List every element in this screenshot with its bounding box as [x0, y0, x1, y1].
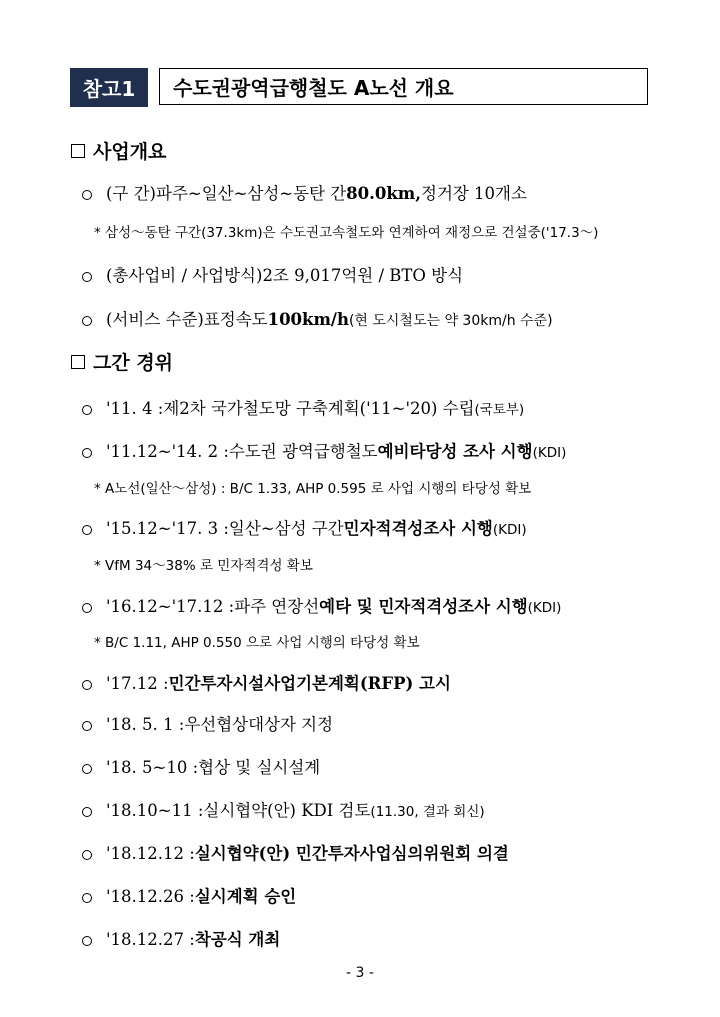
- history-item: [82, 515, 527, 539]
- route-note: * 삼성～동탄 구간(37.3km)은 수도권고속철도와 연계하여 재정으로 건설중('17.3～): [94, 225, 599, 241]
- checkbox-square-icon: [71, 355, 85, 369]
- history-source: (KDI): [532, 445, 567, 461]
- history-item: [82, 395, 524, 419]
- circle-bullet-icon: [82, 936, 92, 946]
- history-text: 제2차 국가철도망 구축계획: [163, 399, 360, 418]
- history-text: 수도권 광역급행철도: [228, 442, 378, 461]
- overview-cost: [82, 262, 463, 286]
- history-highlight: 실시협약(안) 민간투자사업심의위원회 의결: [194, 844, 509, 863]
- history-highlight: 예비타당성 조사 시행: [377, 442, 533, 461]
- history-text: 실시협약(안) KDI 검토: [203, 801, 371, 820]
- overview-service: [82, 306, 553, 330]
- history-date: '17.12 :: [106, 674, 169, 693]
- circle-bullet-icon: [82, 680, 92, 690]
- history-date: '18.12.27 :: [106, 930, 195, 949]
- history-highlight: 착공식 개최: [194, 930, 281, 949]
- history-text: 일산~삼성 구간: [228, 519, 344, 538]
- history-source: (KDI): [492, 522, 527, 538]
- history-source: (국토부): [474, 402, 525, 418]
- history-date: '18. 5~10 :: [106, 758, 199, 777]
- circle-bullet-icon: [82, 721, 92, 731]
- history-note: * B/C 1.11, AHP 0.550 으로 사업 시행의 타당성 확보: [94, 635, 420, 651]
- history-highlight: 민간투자시설사업기본계획(RFP) 고시: [168, 674, 451, 693]
- history-item: [82, 593, 561, 617]
- route-label: (구 간): [106, 184, 156, 203]
- history-item: [82, 926, 280, 950]
- history-source: (11.30, 결과 회신): [370, 804, 485, 820]
- history-note: * VfM 34～38% 로 민자적격성 확보: [94, 558, 313, 574]
- history-item: [82, 883, 296, 907]
- section-heading-overview: [71, 137, 166, 164]
- history-source: (KDI): [527, 600, 562, 616]
- route-text: 파주~일산~삼성~동탄 간: [156, 184, 347, 203]
- checkbox-square-icon: [71, 144, 85, 158]
- history-item: [82, 754, 320, 778]
- section-heading-history: [71, 348, 173, 375]
- circle-bullet-icon: [82, 603, 92, 613]
- history-item: [82, 711, 333, 735]
- history-date: '11. 4 :: [106, 399, 164, 418]
- history-highlight: 예타 및 민자적격성조사 시행: [319, 597, 528, 616]
- route-stations: 정거장 10개소: [421, 184, 527, 203]
- cost-label: (총사업비 / 사업방식): [106, 266, 263, 285]
- circle-bullet-icon: [82, 807, 92, 817]
- reference-badge: 참고1: [70, 68, 148, 107]
- overview-route: [82, 180, 527, 204]
- circle-bullet-icon: [82, 272, 92, 282]
- section-title: 사업개요: [93, 141, 167, 163]
- history-text: 협상 및 실시설계: [198, 758, 321, 777]
- service-note: (현 도시철도는 약 30km/h 수준): [348, 313, 553, 329]
- route-length: 80.0km,: [346, 184, 421, 203]
- history-note: * A노선(일산～삼성) : B/C 1.33, AHP 0.595 로 사업 시행의 타당성 확보: [94, 481, 532, 497]
- cost-value: 2조 9,017억원 / BTO 방식: [262, 266, 464, 285]
- page-number: - 3 -: [346, 965, 374, 981]
- circle-bullet-icon: [82, 850, 92, 860]
- circle-bullet-icon: [82, 190, 92, 200]
- circle-bullet-icon: [82, 448, 92, 458]
- history-text: 우선협상대상자 지정: [184, 715, 334, 734]
- document-title: 수도권광역급행철도 A노선 개요: [159, 68, 648, 105]
- history-item: [82, 670, 451, 694]
- history-date: '11.12~'14. 2 :: [106, 442, 229, 461]
- history-date: '18.10~11 :: [106, 801, 204, 820]
- circle-bullet-icon: [82, 525, 92, 535]
- circle-bullet-icon: [82, 316, 92, 326]
- history-extra: ('11~'20) 수립: [359, 399, 475, 418]
- history-date: '16.12~'17.12 :: [106, 597, 235, 616]
- service-speed: 100km/h: [267, 310, 349, 329]
- history-highlight: 실시계획 승인: [194, 887, 297, 906]
- circle-bullet-icon: [82, 405, 92, 415]
- service-label: (서비스 수준): [106, 310, 204, 329]
- history-item: [82, 438, 566, 462]
- history-item: [82, 840, 509, 864]
- history-item: [82, 797, 485, 821]
- history-date: '18. 5. 1 :: [106, 715, 185, 734]
- service-text: 표정속도: [203, 310, 268, 329]
- section-title: 그간 경위: [93, 352, 174, 374]
- history-date: '18.12.12 :: [106, 844, 195, 863]
- history-date: '15.12~'17. 3 :: [106, 519, 229, 538]
- history-date: '18.12.26 :: [106, 887, 195, 906]
- history-text: 파주 연장선: [234, 597, 320, 616]
- circle-bullet-icon: [82, 893, 92, 903]
- history-highlight: 민자적격성조사 시행: [343, 519, 493, 538]
- circle-bullet-icon: [82, 764, 92, 774]
